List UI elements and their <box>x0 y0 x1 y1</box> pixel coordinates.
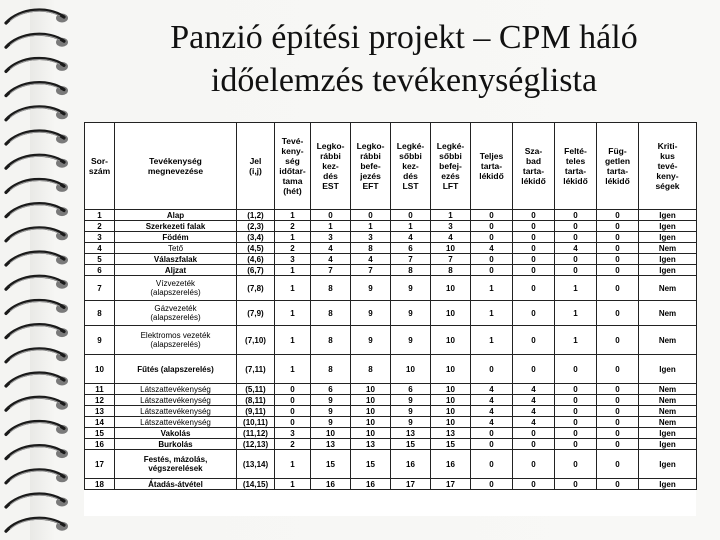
row-number: 14 <box>85 417 115 428</box>
activity-name: Aljzat <box>115 265 237 276</box>
table-row <box>85 406 697 417</box>
total-float-cell: 0 <box>471 210 513 221</box>
critical-cell: Nem <box>639 243 697 254</box>
total-float-cell: 4 <box>471 395 513 406</box>
independent-float-cell: 0 <box>597 417 639 428</box>
activity-name: Látszattevékenység <box>115 406 237 417</box>
spiral-ring <box>6 494 68 507</box>
free-float-cell: 0 <box>513 221 555 232</box>
conditional-float-cell: 0 <box>555 265 597 276</box>
free-float-cell: 0 <box>513 479 555 490</box>
free-float-cell: 0 <box>513 355 555 384</box>
duration-cell: 2 <box>275 439 311 450</box>
duration-cell: 1 <box>275 355 311 384</box>
duration-cell: 1 <box>275 265 311 276</box>
activity-table <box>84 122 697 490</box>
table-row <box>85 232 697 243</box>
free-float-cell: 0 <box>513 301 555 326</box>
activity-name: Gázvezeték (alapszerelés) <box>115 301 237 326</box>
free-float-cell: 0 <box>513 265 555 276</box>
table-row <box>85 276 697 301</box>
row-number: 16 <box>85 439 115 450</box>
lst-cell: 9 <box>391 395 431 406</box>
est-cell: 8 <box>311 326 351 355</box>
conditional-float-cell: 0 <box>555 479 597 490</box>
total-float-cell: 0 <box>471 479 513 490</box>
eft-cell: 10 <box>351 428 391 439</box>
spiral-ring <box>6 204 68 217</box>
lft-cell: 7 <box>431 254 471 265</box>
lst-cell: 0 <box>391 210 431 221</box>
total-float-cell: 0 <box>471 265 513 276</box>
activity-code: (14,15) <box>237 479 275 490</box>
free-float-cell: 4 <box>513 417 555 428</box>
activity-code: (4,6) <box>237 254 275 265</box>
col-header-conditional-float: Felté- teles tarta- lékidő <box>555 123 597 210</box>
est-cell: 8 <box>311 301 351 326</box>
row-number: 1 <box>85 210 115 221</box>
independent-float-cell: 0 <box>597 232 639 243</box>
independent-float-cell: 0 <box>597 355 639 384</box>
lst-cell: 9 <box>391 301 431 326</box>
table-row <box>85 450 697 479</box>
row-number: 17 <box>85 450 115 479</box>
lst-cell: 9 <box>391 326 431 355</box>
conditional-float-cell: 0 <box>555 450 597 479</box>
lst-cell: 16 <box>391 450 431 479</box>
table-row <box>85 439 697 450</box>
lst-cell: 8 <box>391 265 431 276</box>
spiral-ring <box>6 107 68 120</box>
duration-cell: 3 <box>275 254 311 265</box>
row-number: 13 <box>85 406 115 417</box>
spiral-ring <box>6 373 68 386</box>
lst-cell: 9 <box>391 417 431 428</box>
critical-cell: Igen <box>639 210 697 221</box>
eft-cell: 10 <box>351 417 391 428</box>
table-row <box>85 210 697 221</box>
free-float-cell: 0 <box>513 254 555 265</box>
duration-cell: 0 <box>275 406 311 417</box>
row-number: 4 <box>85 243 115 254</box>
col-header-code: Jel (i,j) <box>237 123 275 210</box>
lst-cell: 7 <box>391 254 431 265</box>
lst-cell: 9 <box>391 406 431 417</box>
lft-cell: 10 <box>431 301 471 326</box>
est-cell: 4 <box>311 254 351 265</box>
activity-name: Vakolás <box>115 428 237 439</box>
est-cell: 10 <box>311 428 351 439</box>
free-float-cell: 0 <box>513 439 555 450</box>
conditional-float-cell: 0 <box>555 210 597 221</box>
total-float-cell: 4 <box>471 243 513 254</box>
lft-cell: 8 <box>431 265 471 276</box>
activity-name: Szerkezeti falak <box>115 221 237 232</box>
conditional-float-cell: 0 <box>555 395 597 406</box>
conditional-float-cell: 0 <box>555 428 597 439</box>
lst-cell: 6 <box>391 243 431 254</box>
activity-code: (7,10) <box>237 326 275 355</box>
activity-table-container <box>84 122 696 516</box>
independent-float-cell: 0 <box>597 276 639 301</box>
spiral-ring <box>6 58 68 71</box>
lft-cell: 1 <box>431 210 471 221</box>
activity-name: Festés, mázolás, végszerelések <box>115 450 237 479</box>
duration-cell: 0 <box>275 384 311 395</box>
critical-cell: Igen <box>639 265 697 276</box>
activity-code: (2,3) <box>237 221 275 232</box>
lst-cell: 17 <box>391 479 431 490</box>
critical-cell: Nem <box>639 406 697 417</box>
critical-cell: Igen <box>639 221 697 232</box>
activity-name: Tető <box>115 243 237 254</box>
spiral-ring <box>6 349 68 362</box>
activity-code: (7,9) <box>237 301 275 326</box>
lst-cell: 15 <box>391 439 431 450</box>
row-number: 18 <box>85 479 115 490</box>
table-row <box>85 221 697 232</box>
total-float-cell: 4 <box>471 417 513 428</box>
spiral-ring <box>6 446 68 459</box>
row-number: 3 <box>85 232 115 243</box>
table-row <box>85 243 697 254</box>
duration-cell: 1 <box>275 450 311 479</box>
eft-cell: 7 <box>351 265 391 276</box>
spiral-ring <box>6 83 68 96</box>
row-number: 5 <box>85 254 115 265</box>
critical-cell: Igen <box>639 355 697 384</box>
est-cell: 3 <box>311 232 351 243</box>
conditional-float-cell: 4 <box>555 243 597 254</box>
free-float-cell: 0 <box>513 232 555 243</box>
col-header-total-float: Teljes tarta- lékidő <box>471 123 513 210</box>
duration-cell: 2 <box>275 243 311 254</box>
conditional-float-cell: 1 <box>555 276 597 301</box>
col-header-free-float: Sza- bad tarta- lékidő <box>513 123 555 210</box>
activity-name: Látszattevékenység <box>115 384 237 395</box>
spiral-ring <box>6 252 68 265</box>
col-header-lft: Legké- sőbbi befej- ezés LFT <box>431 123 471 210</box>
activity-code: (7,11) <box>237 355 275 384</box>
est-cell: 8 <box>311 276 351 301</box>
independent-float-cell: 0 <box>597 326 639 355</box>
total-float-cell: 4 <box>471 406 513 417</box>
independent-float-cell: 0 <box>597 243 639 254</box>
lft-cell: 16 <box>431 450 471 479</box>
critical-cell: Igen <box>639 479 697 490</box>
lft-cell: 3 <box>431 221 471 232</box>
duration-cell: 1 <box>275 301 311 326</box>
lft-cell: 17 <box>431 479 471 490</box>
row-number: 6 <box>85 265 115 276</box>
duration-cell: 2 <box>275 221 311 232</box>
total-float-cell: 0 <box>471 439 513 450</box>
activity-code: (1,2) <box>237 210 275 221</box>
independent-float-cell: 0 <box>597 428 639 439</box>
critical-cell: Igen <box>639 232 697 243</box>
est-cell: 6 <box>311 384 351 395</box>
eft-cell: 10 <box>351 384 391 395</box>
activity-code: (13,14) <box>237 450 275 479</box>
lft-cell: 10 <box>431 417 471 428</box>
table-row <box>85 384 697 395</box>
title-line-1: Panzió építési projekt – CPM háló <box>170 19 638 56</box>
duration-cell: 1 <box>275 232 311 243</box>
spiral-ring <box>6 179 68 192</box>
critical-cell: Nem <box>639 384 697 395</box>
spiral-ring <box>6 10 68 23</box>
est-cell: 9 <box>311 395 351 406</box>
independent-float-cell: 0 <box>597 450 639 479</box>
col-header-independent-float: Füg- getlen tarta- lékidő <box>597 123 639 210</box>
total-float-cell: 0 <box>471 450 513 479</box>
duration-cell: 3 <box>275 428 311 439</box>
critical-cell: Nem <box>639 417 697 428</box>
conditional-float-cell: 0 <box>555 439 597 450</box>
table-row <box>85 326 697 355</box>
est-cell: 9 <box>311 417 351 428</box>
activity-code: (8,11) <box>237 395 275 406</box>
row-number: 10 <box>85 355 115 384</box>
critical-cell: Igen <box>639 254 697 265</box>
col-header-est: Legko- rábbi kez- dés EST <box>311 123 351 210</box>
independent-float-cell: 0 <box>597 439 639 450</box>
lst-cell: 6 <box>391 384 431 395</box>
lft-cell: 13 <box>431 428 471 439</box>
total-float-cell: 4 <box>471 384 513 395</box>
independent-float-cell: 0 <box>597 395 639 406</box>
conditional-float-cell: 0 <box>555 254 597 265</box>
activity-name: Burkolás <box>115 439 237 450</box>
title-line-2: időelemzés tevékenységlista <box>210 62 598 99</box>
col-header-eft: Legko- rábbi befe- jezés EFT <box>351 123 391 210</box>
conditional-float-cell: 0 <box>555 406 597 417</box>
est-cell: 0 <box>311 210 351 221</box>
col-header-critical: Kriti- kus tevé- keny- ségek <box>639 123 697 210</box>
critical-cell: Nem <box>639 301 697 326</box>
eft-cell: 10 <box>351 406 391 417</box>
independent-float-cell: 0 <box>597 265 639 276</box>
table-row <box>85 428 697 439</box>
est-cell: 16 <box>311 479 351 490</box>
lst-cell: 9 <box>391 276 431 301</box>
free-float-cell: 0 <box>513 450 555 479</box>
table-row <box>85 417 697 428</box>
eft-cell: 4 <box>351 254 391 265</box>
spiral-ring <box>6 300 68 313</box>
eft-cell: 16 <box>351 479 391 490</box>
lst-cell: 13 <box>391 428 431 439</box>
duration-cell: 0 <box>275 395 311 406</box>
total-float-cell: 1 <box>471 301 513 326</box>
independent-float-cell: 0 <box>597 221 639 232</box>
lft-cell: 10 <box>431 406 471 417</box>
activity-code: (5,11) <box>237 384 275 395</box>
row-number: 9 <box>85 326 115 355</box>
est-cell: 9 <box>311 406 351 417</box>
spiral-ring <box>6 131 68 144</box>
activity-code: (12,13) <box>237 439 275 450</box>
eft-cell: 9 <box>351 326 391 355</box>
lft-cell: 10 <box>431 243 471 254</box>
activity-name: Födém <box>115 232 237 243</box>
activity-code: (9,11) <box>237 406 275 417</box>
row-number: 12 <box>85 395 115 406</box>
free-float-cell: 4 <box>513 406 555 417</box>
table-row <box>85 254 697 265</box>
activity-name: Vízvezeték (alapszerelés) <box>115 276 237 301</box>
critical-cell: Nem <box>639 326 697 355</box>
critical-cell: Nem <box>639 395 697 406</box>
conditional-float-cell: 0 <box>555 384 597 395</box>
est-cell: 15 <box>311 450 351 479</box>
eft-cell: 9 <box>351 301 391 326</box>
total-float-cell: 0 <box>471 254 513 265</box>
spiral-ring <box>6 34 68 47</box>
duration-cell: 1 <box>275 479 311 490</box>
conditional-float-cell: 1 <box>555 301 597 326</box>
total-float-cell: 1 <box>471 326 513 355</box>
table-row <box>85 265 697 276</box>
activity-code: (7,8) <box>237 276 275 301</box>
activity-code: (4,5) <box>237 243 275 254</box>
critical-cell: Igen <box>639 450 697 479</box>
eft-cell: 13 <box>351 439 391 450</box>
activity-code: (11,12) <box>237 428 275 439</box>
table-body <box>85 210 697 490</box>
lft-cell: 10 <box>431 395 471 406</box>
independent-float-cell: 0 <box>597 254 639 265</box>
spiral-ring <box>6 470 68 483</box>
lft-cell: 10 <box>431 355 471 384</box>
activity-name: Alap <box>115 210 237 221</box>
activity-code: (3,4) <box>237 232 275 243</box>
duration-cell: 0 <box>275 417 311 428</box>
col-header-activity: Tevékenység megnevezése <box>115 123 237 210</box>
conditional-float-cell: 0 <box>555 355 597 384</box>
lst-cell: 10 <box>391 355 431 384</box>
conditional-float-cell: 0 <box>555 221 597 232</box>
spiral-ring <box>6 518 68 531</box>
total-float-cell: 0 <box>471 355 513 384</box>
spiral-ring <box>6 276 68 289</box>
table-row <box>85 355 697 384</box>
total-float-cell: 0 <box>471 428 513 439</box>
row-number: 11 <box>85 384 115 395</box>
activity-name: Látszattevékenység <box>115 417 237 428</box>
total-float-cell: 0 <box>471 232 513 243</box>
independent-float-cell: 0 <box>597 210 639 221</box>
critical-cell: Nem <box>639 276 697 301</box>
eft-cell: 0 <box>351 210 391 221</box>
lft-cell: 15 <box>431 439 471 450</box>
free-float-cell: 0 <box>513 276 555 301</box>
eft-cell: 15 <box>351 450 391 479</box>
spiral-ring <box>6 325 68 338</box>
activity-name: Fűtés (alapszerelés) <box>115 355 237 384</box>
independent-float-cell: 0 <box>597 301 639 326</box>
free-float-cell: 0 <box>513 210 555 221</box>
est-cell: 13 <box>311 439 351 450</box>
lst-cell: 4 <box>391 232 431 243</box>
conditional-float-cell: 1 <box>555 326 597 355</box>
critical-cell: Igen <box>639 439 697 450</box>
conditional-float-cell: 0 <box>555 232 597 243</box>
est-cell: 7 <box>311 265 351 276</box>
lst-cell: 1 <box>391 221 431 232</box>
activity-name: Átadás-átvétel <box>115 479 237 490</box>
duration-cell: 1 <box>275 210 311 221</box>
lft-cell: 10 <box>431 276 471 301</box>
total-float-cell: 1 <box>471 276 513 301</box>
activity-name: Látszattevékenység <box>115 395 237 406</box>
eft-cell: 10 <box>351 395 391 406</box>
row-number: 7 <box>85 276 115 301</box>
activity-code: (6,7) <box>237 265 275 276</box>
total-float-cell: 0 <box>471 221 513 232</box>
col-header-duration: Tevé- keny- ség időtar- tama (hét) <box>275 123 311 210</box>
table-row <box>85 479 697 490</box>
slide-title <box>88 16 720 102</box>
conditional-float-cell: 0 <box>555 417 597 428</box>
spiral-ring <box>6 421 68 434</box>
independent-float-cell: 0 <box>597 384 639 395</box>
duration-cell: 1 <box>275 276 311 301</box>
critical-cell: Igen <box>639 428 697 439</box>
col-header-number: Sor- szám <box>85 123 115 210</box>
spiral-ring <box>6 397 68 410</box>
header-row <box>85 123 697 210</box>
row-number: 8 <box>85 301 115 326</box>
table-row <box>85 301 697 326</box>
independent-float-cell: 0 <box>597 479 639 490</box>
est-cell: 1 <box>311 221 351 232</box>
free-float-cell: 0 <box>513 428 555 439</box>
independent-float-cell: 0 <box>597 406 639 417</box>
activity-name: Elektromos vezeték (alapszerelés) <box>115 326 237 355</box>
lft-cell: 4 <box>431 232 471 243</box>
free-float-cell: 4 <box>513 395 555 406</box>
lft-cell: 10 <box>431 326 471 355</box>
table-row <box>85 395 697 406</box>
eft-cell: 8 <box>351 355 391 384</box>
eft-cell: 1 <box>351 221 391 232</box>
activity-name: Válaszfalak <box>115 254 237 265</box>
eft-cell: 9 <box>351 276 391 301</box>
free-float-cell: 0 <box>513 243 555 254</box>
spiral-ring <box>6 155 68 168</box>
free-float-cell: 4 <box>513 384 555 395</box>
col-header-lst: Legké- sőbbi kez- dés LST <box>391 123 431 210</box>
eft-cell: 8 <box>351 243 391 254</box>
row-number: 2 <box>85 221 115 232</box>
spiral-binding <box>0 0 80 540</box>
est-cell: 4 <box>311 243 351 254</box>
est-cell: 8 <box>311 355 351 384</box>
spiral-ring <box>6 228 68 241</box>
duration-cell: 1 <box>275 326 311 355</box>
lft-cell: 10 <box>431 384 471 395</box>
row-number: 15 <box>85 428 115 439</box>
free-float-cell: 0 <box>513 326 555 355</box>
eft-cell: 3 <box>351 232 391 243</box>
activity-code: (10,11) <box>237 417 275 428</box>
